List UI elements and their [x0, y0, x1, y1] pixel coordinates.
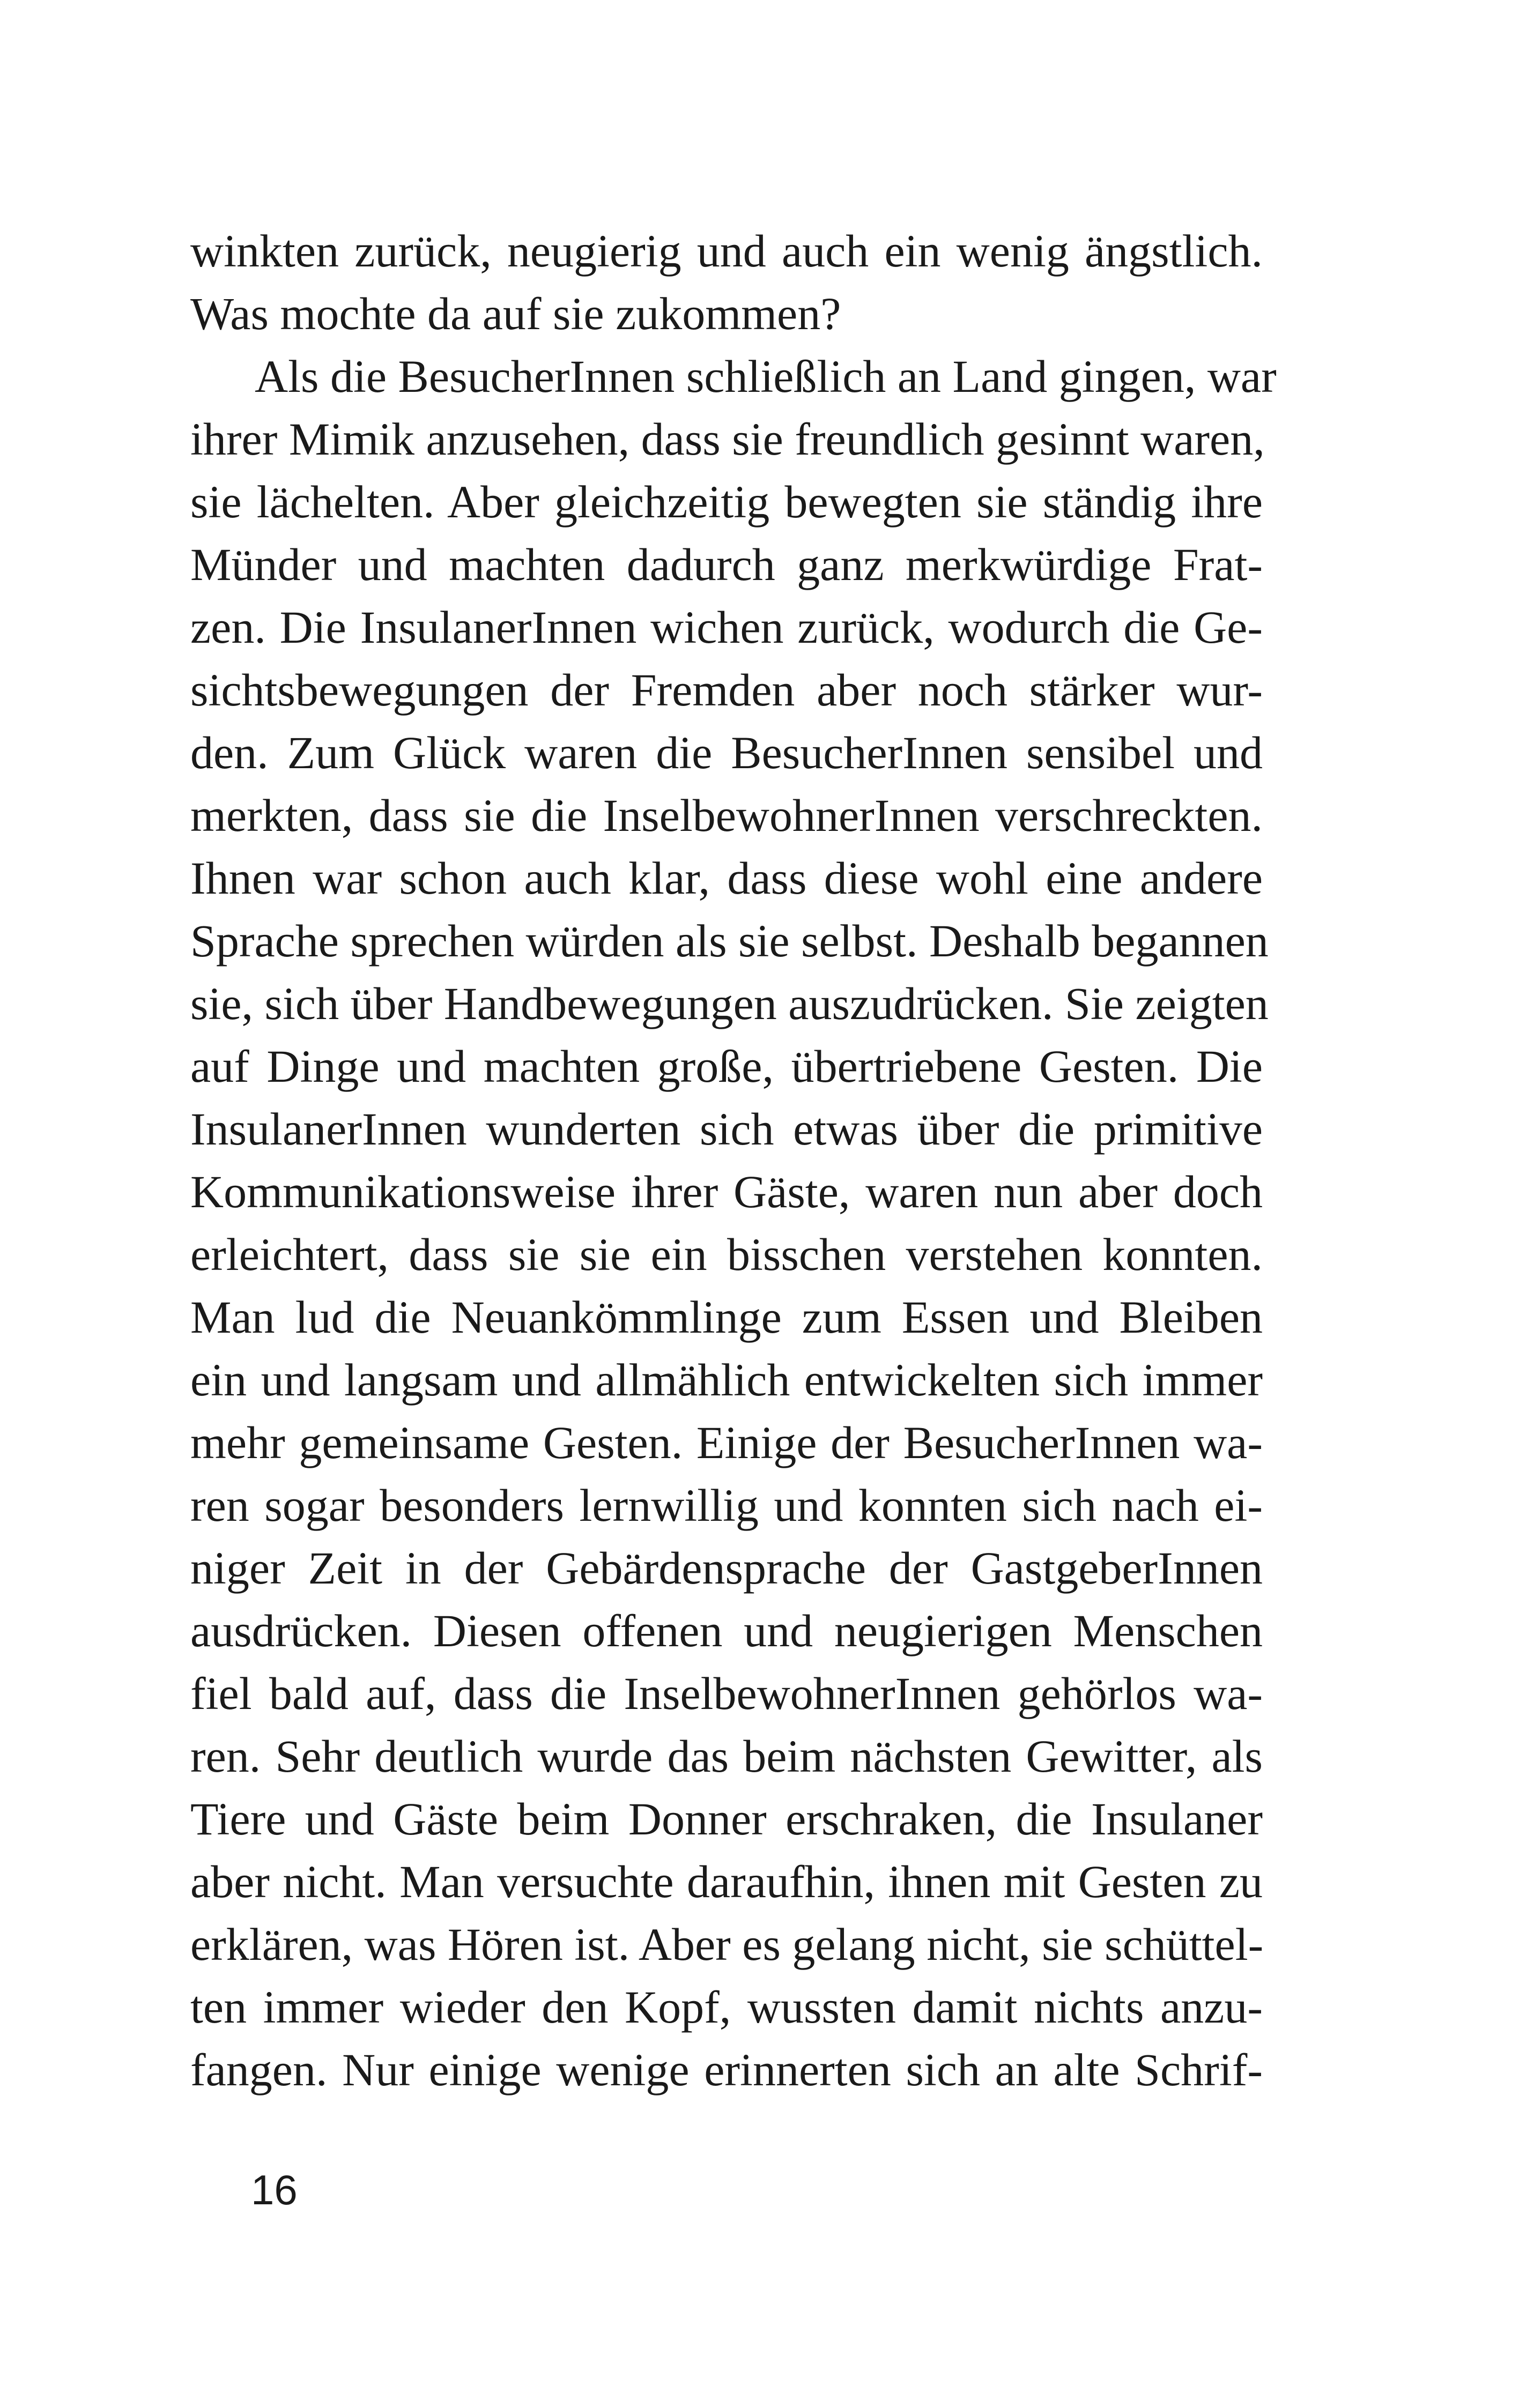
text-line: Tiere und Gäste beim Donner erschraken, die Insulaner: [190, 1793, 1263, 1845]
text-line: aber nicht. Man versuchte daraufhin, ihnen mit Gesten zu: [190, 1856, 1263, 1907]
text-line: fiel bald auf, dass die InselbewohnerInnen gehörlos wa-: [190, 1668, 1263, 1719]
page-number: 16: [251, 2166, 298, 2213]
text-line: fangen. Nur einige wenige erinnerten sich an alte Schrif-: [190, 2044, 1263, 2095]
text-line: merkten, dass sie die InselbewohnerInnen verschreckten.: [190, 790, 1263, 841]
text-line: sie lächelten. Aber gleichzeitig bewegten sie ständig ihre: [190, 476, 1263, 527]
text-line: mehr gemeinsame Gesten. Einige der BesucherInnen wa-: [190, 1417, 1263, 1468]
text-line: ihrer Mimik anzusehen, dass sie freundlich gesinnt waren,: [190, 413, 1265, 465]
text-line: ten immer wieder den Kopf, wussten damit nichts anzu-: [190, 1981, 1263, 2033]
text-line: Kommunikationsweise ihrer Gäste, waren nun aber doch: [190, 1166, 1263, 1217]
text-line: InsulanerInnen wunderten sich etwas über die primitive: [190, 1103, 1263, 1155]
text-line: winkten zurück, neugierig und auch ein wenig ängstlich.: [190, 225, 1263, 277]
text-line: erklären, was Hören ist. Aber es gelang nicht, sie schüttel-: [190, 1919, 1264, 1970]
text-line: den. Zum Glück waren die BesucherInnen sensibel und: [190, 727, 1263, 778]
text-line: Ihnen war schon auch klar, dass diese wohl eine andere: [190, 852, 1263, 904]
text-line: erleichtert, dass sie sie ein bisschen verstehen konnten.: [190, 1229, 1263, 1280]
body-text: [190, 220, 1277, 2101]
text-line: Was mochte da auf sie zukommen?: [190, 288, 841, 339]
text-line: Man lud die Neuankömmlinge zum Essen und Bleiben: [190, 1291, 1263, 1343]
text-line: auf Dinge und machten große, übertriebene Gesten. Die: [190, 1041, 1263, 1092]
text-line: ren sogar besonders lernwillig und konnten sich nach ei-: [190, 1480, 1263, 1531]
text-line: ausdrücken. Diesen offenen und neugierigen Menschen: [190, 1605, 1263, 1656]
text-line: ein und langsam und allmählich entwickelten sich immer: [190, 1354, 1263, 1406]
text-line: sie, sich über Handbewegungen auszudrücken. Sie zeigten: [190, 978, 1269, 1029]
text-line: ren. Sehr deutlich wurde das beim nächsten Gewitter, als: [190, 1730, 1263, 1782]
text-line: Münder und machten dadurch ganz merkwürdige Frat-: [190, 539, 1263, 590]
text-line: sichtsbewegungen der Fremden aber noch stärker wur-: [190, 664, 1263, 716]
text-line: zen. Die InsulanerInnen wichen zurück, wodurch die Ge-: [190, 601, 1263, 653]
text-line: Sprache sprechen würden als sie selbst. Deshalb begannen: [190, 915, 1269, 967]
text-line: niger Zeit in der Gebärdensprache der GastgeberInnen: [190, 1542, 1263, 1594]
text-line: Als die BesucherInnen schließlich an Land gingen, war: [255, 351, 1277, 402]
